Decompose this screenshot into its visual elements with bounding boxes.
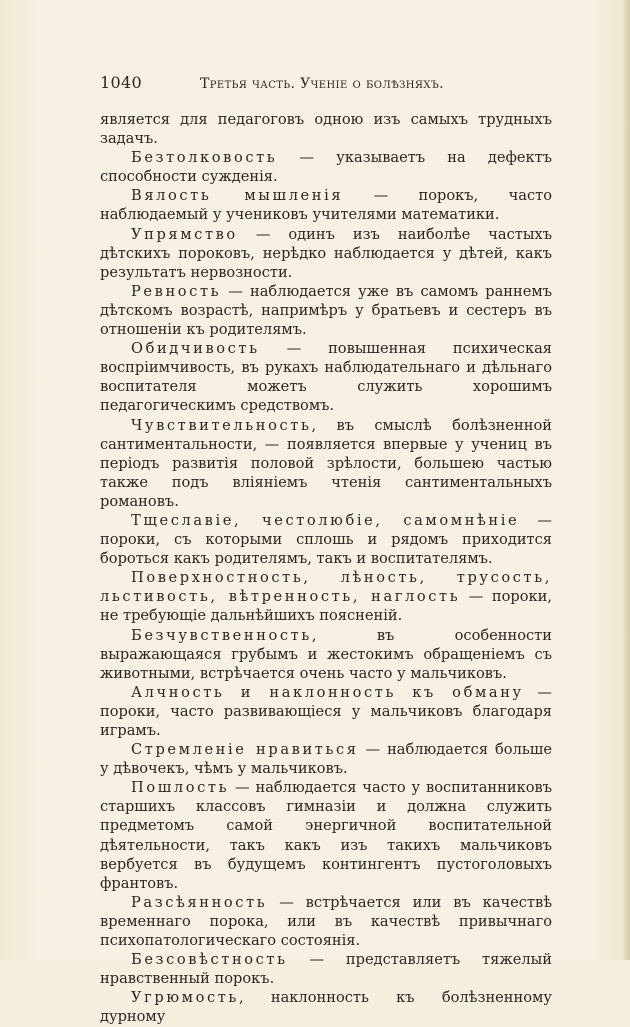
entry-definition: — встрѣчается или въ качествѣ временнаго порока, или въ качествѣ привычнаго психопатологическаго состоянія. [100, 893, 552, 950]
entry-list [100, 148, 552, 1026]
entry-paragraph [100, 988, 552, 1026]
entry-term: Стремленіе нравиться [131, 741, 359, 759]
entry-term: Угрюмость [131, 989, 239, 1007]
entry-definition: — представляетъ тяжелый нравственный порокъ. [100, 951, 552, 988]
entry-definition: — наблюдается больше у дѣвочекъ, чѣмъ у мальчиковъ. [100, 741, 552, 778]
entry-definition: — наблюдается часто у воспитанниковъ старшихъ классовъ гимназіи и должна служить предметомъ самой энергичной воспитательной дѣятельности, такъ какъ изъ такихъ мальчиковъ вербуется въ будущемъ контингентъ пустоголовыхъ франтовъ. [100, 779, 552, 892]
continuation-paragraph: является для педагоговъ одною изъ самыхъ трудныхъ задачъ. [100, 111, 552, 148]
entry-definition: — наблюдается уже въ самомъ раннемъ дѣтскомъ возрастѣ, напримѣръ у братьевъ и сестеръ въ отношеніи къ родителямъ. [100, 282, 552, 339]
entry-definition: , въ смыслѣ болѣзненной сантиментальности, — появляется впервые у учениц въ періодъ развитія половой зрѣлости, большею частью также подъ вліяніемъ чтенія сантиментальныхъ романовъ. [100, 416, 552, 510]
entry-term: Ревность [131, 282, 222, 300]
entry-definition: — повышенная психическая воспріимчивость, въ рукахъ наблюдательнаго и дѣльнаго воспитателя можетъ служить хорошимъ педагогическимъ средствомъ. [100, 340, 552, 415]
entry-definition: — указываетъ на дефектъ способности сужденія. [100, 149, 552, 186]
entry-term: Пошлость [131, 779, 230, 797]
entry-paragraph [100, 626, 552, 683]
page-number: 1040 [100, 73, 142, 92]
entry-paragraph [100, 950, 552, 988]
entry-term: Поверхностность, лѣность, трусость, льстивость, вѣтренность, наглость [100, 569, 552, 606]
entry-paragraph [100, 225, 552, 282]
entry-definition: — порокъ, часто наблюдаемый у учениковъ учителями математики. [100, 187, 552, 224]
entry-term: Вялость мышленія [131, 187, 344, 205]
entry-paragraph [100, 416, 552, 511]
entry-definition: , наклонность къ болѣзненному дурному [100, 989, 552, 1026]
page-edge-shadow [622, 0, 630, 960]
entry-definition: — пороки, часто развивающіеся у мальчиковъ благодаря играмъ. [100, 683, 552, 739]
entry-paragraph [100, 683, 552, 740]
entry-definition: — одинъ изъ наиболѣе частыхъ дѣтскихъ пороковъ, нерѣдко наблюдается у дѣтей, какъ результатъ нервозности. [100, 225, 552, 281]
entry-term: Разсѣянность [131, 893, 268, 911]
entry-term: Безтолковость [131, 149, 278, 167]
entry-term: Алчность и наклонность къ обману [131, 683, 524, 701]
entry-paragraph [100, 778, 552, 893]
entry-term: Безчувственность [131, 626, 312, 644]
entry-paragraph [100, 568, 552, 625]
entry-term: Упрямство [131, 225, 238, 243]
entry-paragraph [100, 740, 552, 778]
page-header [100, 73, 560, 94]
entry-term: Чувствительность [131, 416, 312, 434]
running-title: Третья часть. Ученіе о болѣзняхъ. [200, 76, 445, 92]
entry-paragraph [100, 282, 552, 339]
entry-paragraph [100, 511, 552, 568]
entry-paragraph [100, 893, 552, 950]
entry-term: Тщеславіе, честолюбіе, самомнѣніе [131, 511, 520, 529]
entry-term: Обидчивость [131, 340, 260, 358]
entry-term: Безсовѣстность [131, 951, 288, 969]
entry-definition: — пороки, съ которыми сплошь и рядомъ приходится бороться какъ родителямъ, такъ и воспитателямъ. [100, 511, 552, 568]
body-text [100, 110, 552, 1027]
entry-definition: , въ особенности выражающаяся грубымъ и жестокимъ обращеніемъ съ животными, встрѣчается очень часто у мальчиковъ. [100, 626, 552, 682]
entry-paragraph [100, 339, 552, 415]
entry-paragraph [100, 186, 552, 224]
entry-paragraph [100, 148, 552, 186]
entry-definition: — пороки, не требующіе дальнѣйшихъ поясненій. [100, 588, 552, 625]
